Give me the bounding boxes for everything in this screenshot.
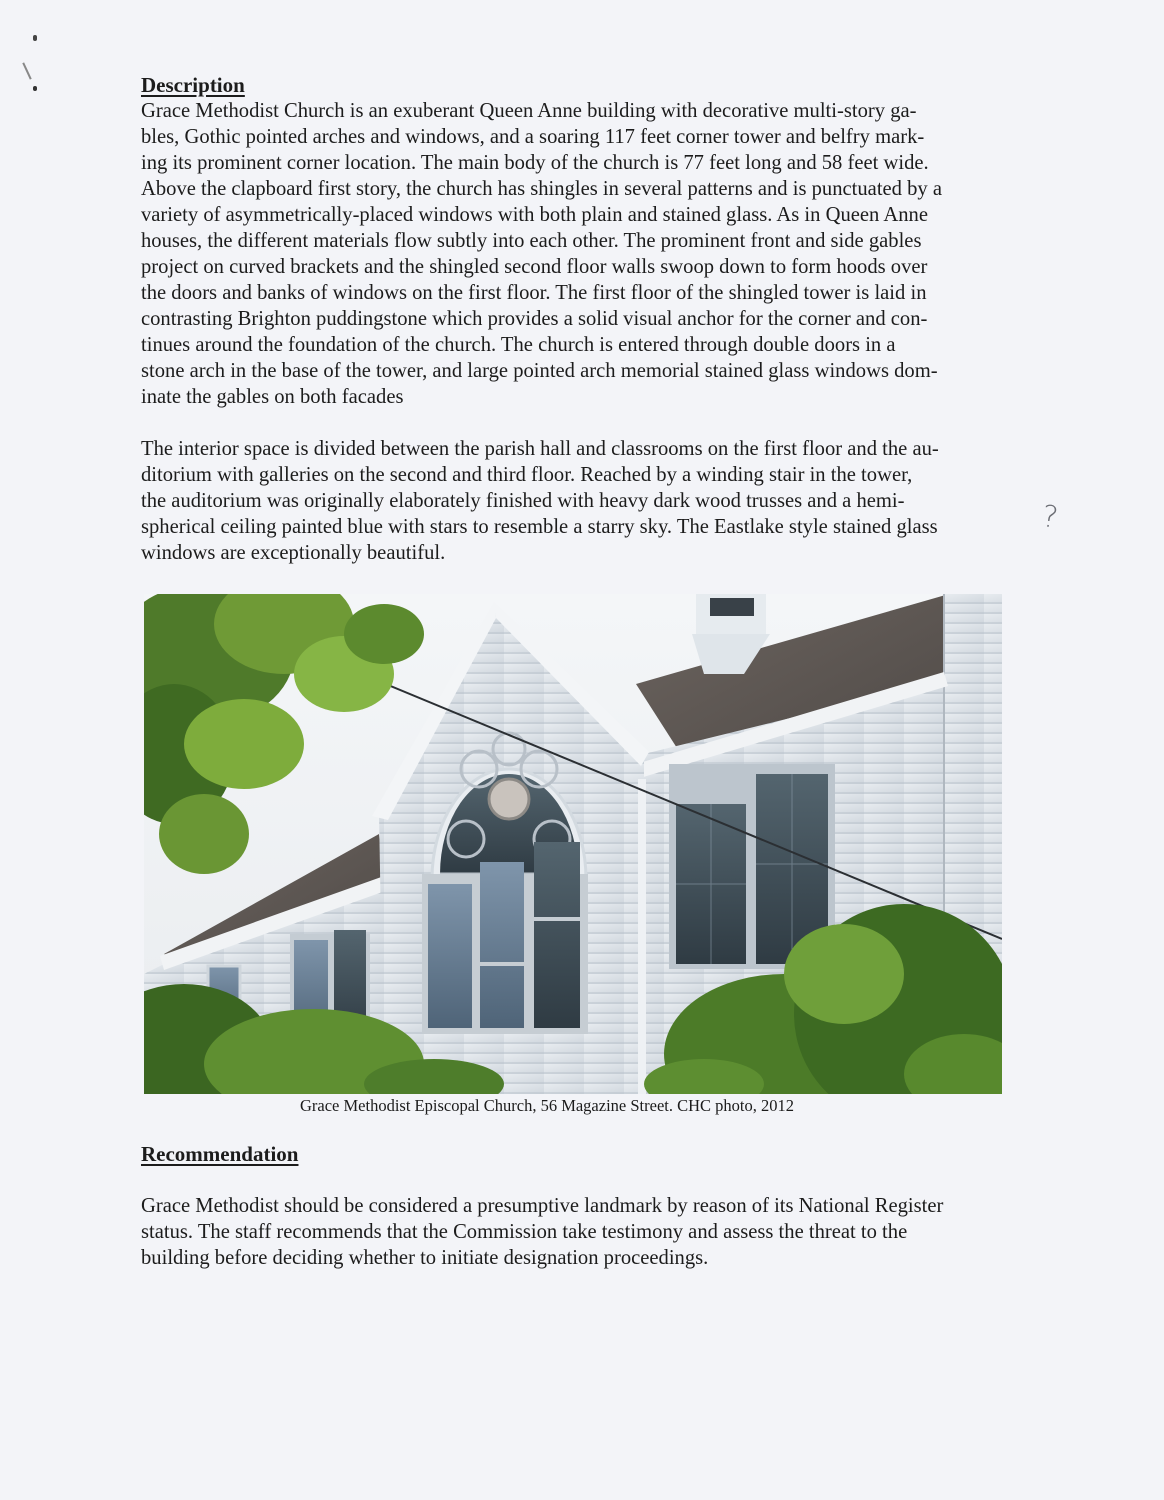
text-line: ing its prominent corner location. The main body of the church is 77 feet long and 58 feet wide. <box>141 152 929 174</box>
photo-caption-text: Grace Methodist Episcopal Church, 56 Magazine Street. CHC photo, 2012 <box>300 1096 794 1115</box>
description-section <box>141 72 1033 566</box>
text-line: contrasting Brighton puddingstone which provides a solid visual anchor for the corner and con- <box>141 308 928 330</box>
handwritten-question-mark: ? <box>1039 499 1061 536</box>
text-line: tinues around the foundation of the church. The church is entered through double doors in a <box>141 334 896 356</box>
text-line: Grace Methodist Church is an exuberant Queen Anne building with decorative multi-story ga- <box>141 100 917 122</box>
scan-mark <box>33 35 37 41</box>
church-photo <box>144 594 1002 1094</box>
text-line: building before deciding whether to initiate designation proceedings. <box>141 1247 709 1269</box>
church-photo-figure <box>144 594 1002 1115</box>
text-line: stone arch in the base of the tower, and large pointed arch memorial stained glass windows dom- <box>141 360 938 382</box>
text-line: houses, the different materials flow subtly into each other. The prominent front and side gables <box>141 230 922 252</box>
text-line: the auditorium was originally elaborately finished with heavy dark wood trusses and a hemi- <box>141 490 905 512</box>
text-line: project on curved brackets and the shingled second floor walls swoop down to form hoods over <box>141 256 928 278</box>
description-heading: Description <box>141 73 245 97</box>
text-line: spherical ceiling painted blue with stars to resemble a starry sky. The Eastlake style stained glass <box>141 516 938 538</box>
text-line: Above the clapboard first story, the church has shingles in several patterns and is punctuated by a <box>141 178 943 200</box>
text-line: bles, Gothic pointed arches and windows, and a soaring 117 feet corner tower and belfry mark- <box>141 126 925 148</box>
text-line: inate the gables on both facades <box>141 386 404 408</box>
text-line: status. The staff recommends that the Commission take testimony and assess the threat to the <box>141 1221 908 1243</box>
description-paragraph-2 <box>141 436 1033 566</box>
text-line: variety of asymmetrically-placed windows with both plain and stained glass. As in Queen Anne <box>141 204 928 226</box>
description-paragraph-1 <box>141 98 1033 410</box>
text-line: The interior space is divided between the parish hall and classrooms on the first floor and the au- <box>141 438 939 460</box>
text-line: ditorium with galleries on the second and third floor. Reached by a winding stair in the tower, <box>141 464 913 486</box>
scan-mark <box>33 86 37 91</box>
recommendation-heading: Recommendation <box>141 1142 299 1166</box>
text-line: Grace Methodist should be considered a presumptive landmark by reason of its National Register <box>141 1195 944 1217</box>
text-line: the doors and banks of windows on the first floor. The first floor of the shingled tower is laid in <box>141 282 927 304</box>
recommendation-paragraph <box>141 1193 1033 1271</box>
scan-mark <box>22 62 31 79</box>
text-line: windows are exceptionally beautiful. <box>141 542 446 564</box>
